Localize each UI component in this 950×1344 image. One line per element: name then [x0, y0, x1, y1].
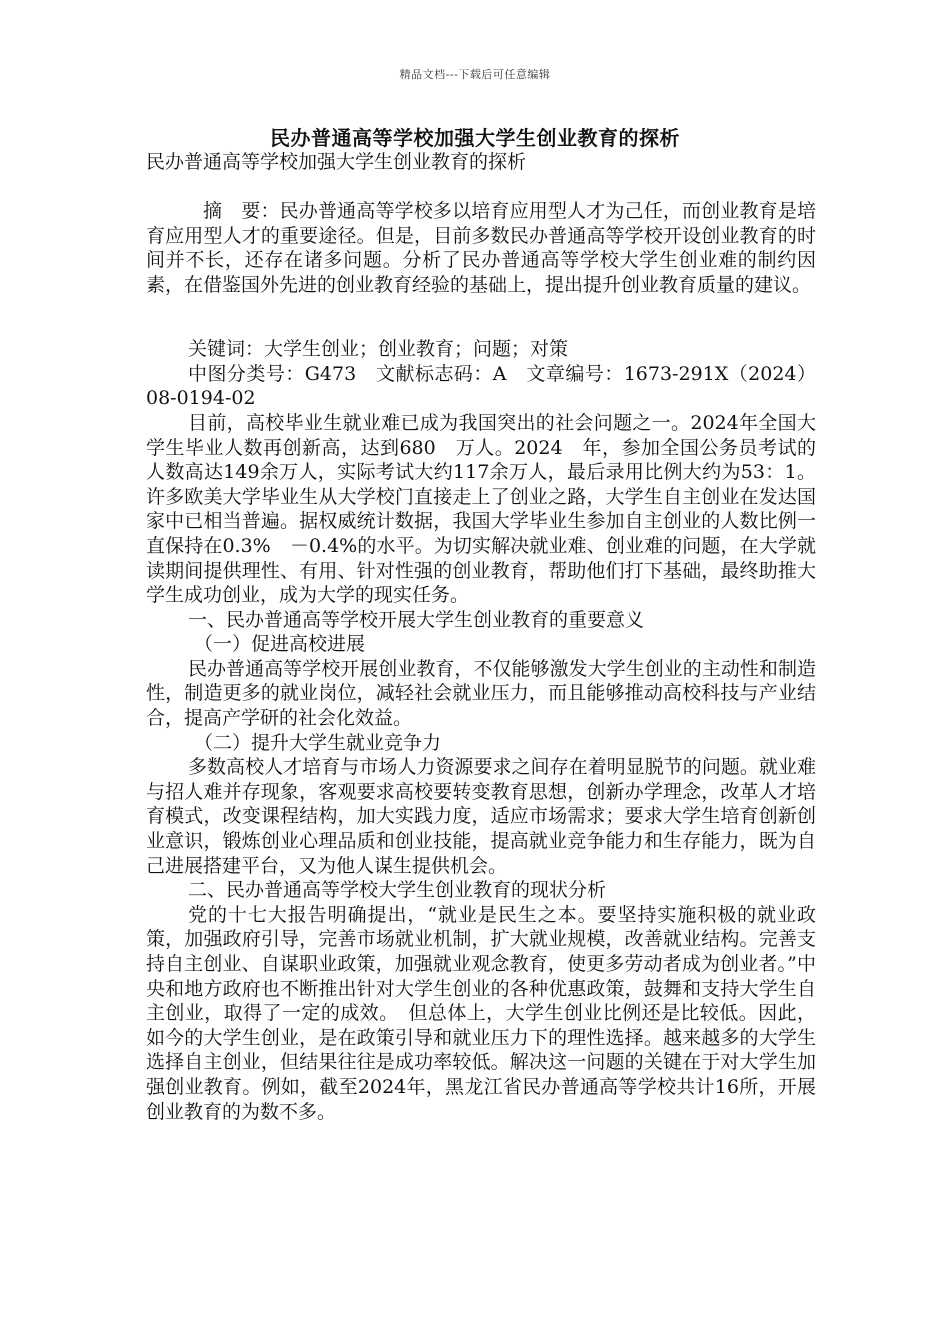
- subsection1-paragraph: 民办普通高等学校开展创业教育，不仅能够激发大学生创业的主动性和制造性，制造更多的就业岗位，减轻社会就业压力，而且能够推动高校科技与产业结合，提高产学研的社会化效益。: [146, 657, 816, 730]
- subsection1-heading: （一）促进高校进展: [194, 633, 366, 656]
- section1-heading: 一、民办普通高等学校开展大学生创业教育的重要意义: [188, 608, 645, 631]
- document-subtitle: 民办普通高等学校加强大学生创业教育的探析: [146, 151, 527, 173]
- header-note: 精品文档---下载后可任意编辑: [399, 68, 551, 81]
- subsection2-paragraph: 多数高校人才培育与市场人力资源要求之间存在着明显脱节的问题。就业难与招人难并存现象，客观要求高校要转变教育思想，创新办学理念，改革人才培育模式，改变课程结构，加大实践力度，适应市场需求；要求大学生培育创新创业意识，锻炼创业心理品质和创业技能，提高就业竞争能力和生存能力，既为自己进展搭建平台，又为他人谋生提供机会。: [146, 756, 816, 877]
- document-body: [146, 150, 816, 1124]
- intro-paragraph: 目前，高校毕业生就业难已成为我国突出的社会问题之一。2024年全国大学生毕业人数再创新高，达到680 万人。2024 年，参加全国公务员考试的人数高达149余万人，实际考试大约117余万人，最后录用比例大约为53：1。许多欧美大学毕业生从大学校门直接走上了创业之路，大学生自主创业在发达国家中已相当普遍。据权威统计数据，我国大学毕业生参加自主创业的人数比例一直保持在0.3% －0.4%的水平。为切实解决就业难、创业难的问题，在大学就读期间提供理性、有用、针对性强的创业教育，帮助他们打下基础，最终助推大学生成功创业，成为大学的现实任务。: [146, 411, 816, 607]
- spacer: [146, 298, 816, 323]
- document-title: 民办普通高等学校加强大学生创业教育的探析: [270, 126, 680, 150]
- section2-paragraph: 党的十七大报告明确提出，“就业是民生之本。要坚持实施积极的就业政策，加强政府引导，完善市场就业机制，扩大就业规模，改善就业结构。完善支持自主创业、自谋职业政策，加强就业观念教育，使更多劳动者成为创业者。”中央和地方政府也不断推出针对大学生创业的各种优惠政策，鼓舞和支持大学生自主创业，取得了一定的成效。 但总体上，大学生创业比例还是比较低。因此，如今的大学生创业，是在政策引导和就业压力下的理性选择。越来越多的大学生选择自主创业，但结果往往是成功率较低。解决这一问题的关键在于对大学生加强创业教育。例如，截至2024年，黑龙江省民办普通高等学校共计16所，开展创业教育的为数不多。: [146, 903, 816, 1123]
- keywords-line: 关键词：大学生创业；创业教育；问题；对策: [188, 338, 569, 361]
- classification-line: 中图分类号：G473 文献标志码：A 文章编号：1673-291X（2024）08-0194-02: [146, 362, 816, 410]
- abstract-paragraph: 摘 要：民办普通高等学校多以培育应用型人才为己任，而创业教育是培育应用型人才的重要途径。但是，目前多数民办普通高等学校开设创业教育的时间并不长，还存在诸多问题。分析了民办普通高等学校大学生创业难的制约因素，在借鉴国外先进的创业教育经验的基础上，提出提升创业教育质量的建议。: [146, 200, 816, 296]
- spacer: [146, 322, 816, 337]
- spacer: [146, 175, 816, 200]
- subsection2-heading: （二）提升大学生就业竞争力: [194, 731, 442, 754]
- section2-heading: 二、民办普通高等学校大学生创业教育的现状分析: [188, 879, 607, 902]
